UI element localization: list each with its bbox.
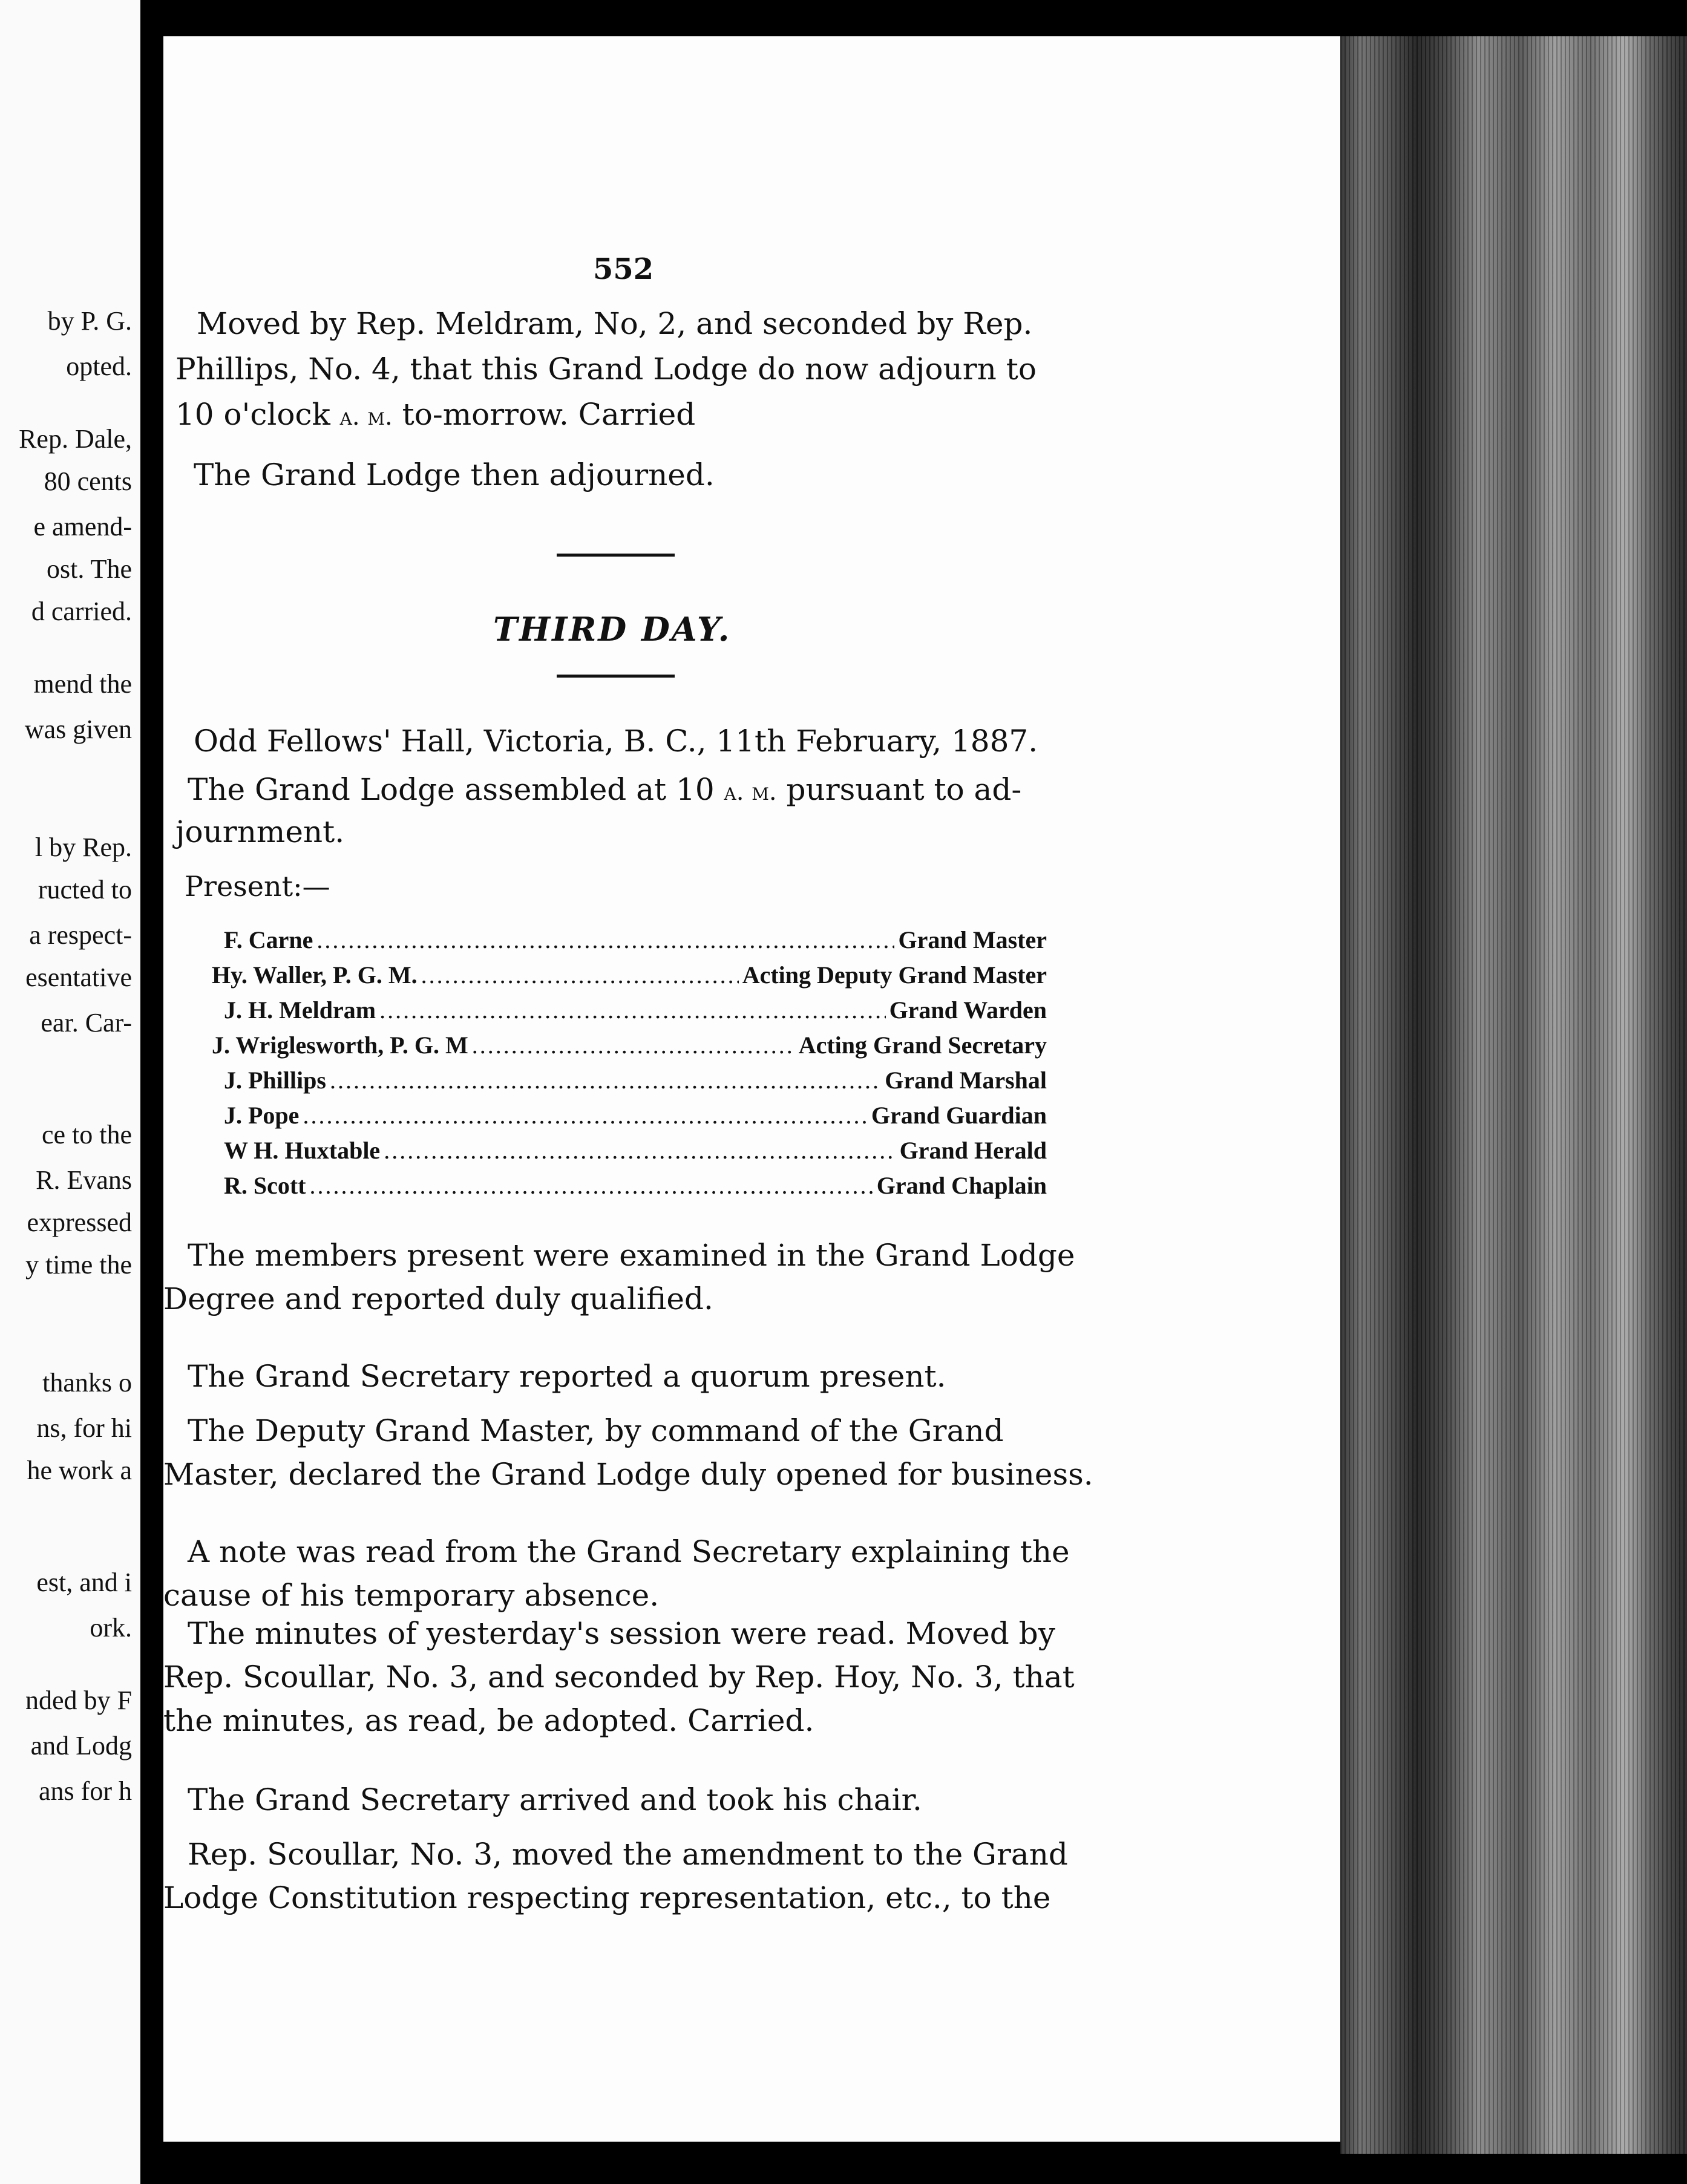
roster-leader-dots	[384, 1136, 896, 1165]
paragraph-line: Master, declared the Grand Lodge duly opened for business.	[163, 1457, 1093, 1492]
facing-page-line: y time the	[25, 1250, 132, 1280]
roster-office: Grand Chaplain	[876, 1172, 1047, 1199]
facing-page-line: ear. Car-	[41, 1008, 132, 1038]
roster-leader-dots	[330, 1066, 881, 1094]
facing-page-line: opted.	[66, 351, 132, 381]
roster-office: Grand Marshal	[885, 1067, 1047, 1094]
paragraph-line: A note was read from the Grand Secretary explaining the	[188, 1534, 1070, 1569]
paragraph-line: the minutes, as read, be adopted. Carried.	[163, 1703, 814, 1738]
roster-row	[212, 961, 1047, 996]
facing-page-line: ns, for hi	[36, 1413, 132, 1443]
roster-name: J. H. Meldram	[224, 996, 376, 1024]
facing-page-line: 80 cents	[44, 466, 132, 496]
paragraph-line: cause of his temporary absence.	[163, 1578, 660, 1613]
roster-leader-dots	[379, 996, 886, 1024]
facing-page-line: by P. G.	[47, 306, 132, 336]
roster-office: Grand Master	[898, 926, 1047, 953]
paragraph-line: Degree and reported duly qualified.	[163, 1281, 713, 1316]
paragraph-line: The members present were examined in the Grand Lodge	[188, 1238, 1075, 1273]
roster-leader-dots	[310, 1171, 873, 1200]
roster-office: Grand Herald	[899, 1137, 1047, 1164]
book-gutter	[140, 0, 163, 2184]
roster-name: J. Wriglesworth, P. G. M	[212, 1032, 468, 1059]
facing-page-line: expressed	[27, 1208, 132, 1237]
paragraph-line: The minutes of yesterday's session were read. Moved by	[188, 1616, 1055, 1651]
facing-page	[0, 0, 140, 2184]
facing-page-line: l by Rep.	[34, 832, 132, 862]
roster-leader-dots	[316, 926, 894, 954]
section-heading: THIRD DAY.	[493, 610, 732, 649]
facing-page-line: Rep. Dale,	[19, 424, 132, 454]
roster-row	[212, 1101, 1047, 1136]
facing-page-line: and Lodg	[30, 1731, 132, 1761]
paragraph-line: The Grand Secretary arrived and took his chair.	[188, 1782, 922, 1817]
roster-name: W H. Huxtable	[224, 1137, 381, 1164]
facing-page-line: was given	[24, 714, 132, 744]
paragraph-line: The Grand Secretary reported a quorum present.	[188, 1359, 946, 1394]
page-edges-texture	[1340, 36, 1687, 2154]
facing-page-line: R. Evans	[36, 1165, 132, 1195]
facing-page-line: nded by F	[25, 1685, 132, 1715]
roster-office: Grand Guardian	[871, 1102, 1047, 1129]
facing-page-line: est, and i	[36, 1568, 132, 1597]
roster-leader-dots	[472, 1031, 795, 1059]
motion-adjourn-line-3: 10 o'clock a. m. to-morrow. Carried	[175, 397, 696, 432]
dateline: Odd Fellows' Hall, Victoria, B. C., 11th February, 1887.	[194, 724, 1038, 759]
facing-page-line: e amend-	[33, 512, 132, 541]
adjourned-text: The Grand Lodge then adjourned.	[194, 457, 715, 492]
roster-name: R. Scott	[224, 1172, 306, 1199]
facing-page-line: ructed to	[38, 875, 132, 904]
assembled-line-1: The Grand Lodge assembled at 10 a. m. pursuant to ad-	[188, 772, 1022, 807]
roster-row	[212, 1031, 1047, 1066]
facing-page-line: esentative	[25, 963, 132, 992]
facing-page-line: thanks o	[42, 1368, 132, 1398]
motion-adjourn-line-2: Phillips, No. 4, that this Grand Lodge do now adjourn to	[175, 351, 1037, 387]
roster-row	[212, 1171, 1047, 1206]
roster-row	[212, 1136, 1047, 1171]
roster-office: Acting Grand Secretary	[798, 1032, 1047, 1059]
roster-row	[212, 926, 1047, 961]
page-number: 552	[593, 252, 654, 286]
facing-page-line: he work a	[27, 1456, 132, 1485]
paragraph-line: The Deputy Grand Master, by command of the Grand	[188, 1413, 1004, 1448]
paragraph-line: Rep. Scoullar, No. 3, and seconded by Rep. Hoy, No. 3, that	[163, 1659, 1075, 1695]
roster-row	[212, 1066, 1047, 1101]
assembled-line-2: journment.	[175, 814, 345, 849]
facing-page-line: a respect-	[29, 920, 132, 950]
paragraph-line: Rep. Scoullar, No. 3, moved the amendment to the Grand	[188, 1837, 1068, 1872]
facing-page-line: ans for h	[39, 1776, 132, 1806]
motion-adjourn-line-1: Moved by Rep. Meldram, No, 2, and seconded by Rep.	[197, 306, 1033, 341]
book-page	[163, 36, 1343, 2142]
facing-page-line: mend the	[33, 669, 132, 699]
facing-page-line: ork.	[90, 1613, 132, 1643]
roster-name: J. Phillips	[224, 1067, 326, 1094]
roster-name: Hy. Waller, P. G. M.	[212, 961, 418, 989]
roster-leader-dots	[303, 1101, 867, 1130]
paragraph-line: Lodge Constitution respecting representation, etc., to the	[163, 1880, 1051, 1915]
roster-row	[212, 996, 1047, 1031]
present-label: Present:—	[185, 870, 330, 903]
facing-page-line: ost. The	[47, 554, 132, 584]
facing-page-line: ce to the	[41, 1120, 132, 1149]
roster-name: F. Carne	[224, 926, 313, 953]
divider-top	[557, 554, 675, 557]
present-roster	[212, 926, 1047, 1206]
roster-leader-dots	[421, 961, 739, 989]
roster-office: Grand Warden	[889, 996, 1047, 1024]
divider-bottom	[557, 675, 675, 678]
facing-page-line: d carried.	[31, 597, 132, 626]
roster-office: Acting Deputy Grand Master	[742, 961, 1047, 989]
roster-name: J. Pope	[224, 1102, 300, 1129]
